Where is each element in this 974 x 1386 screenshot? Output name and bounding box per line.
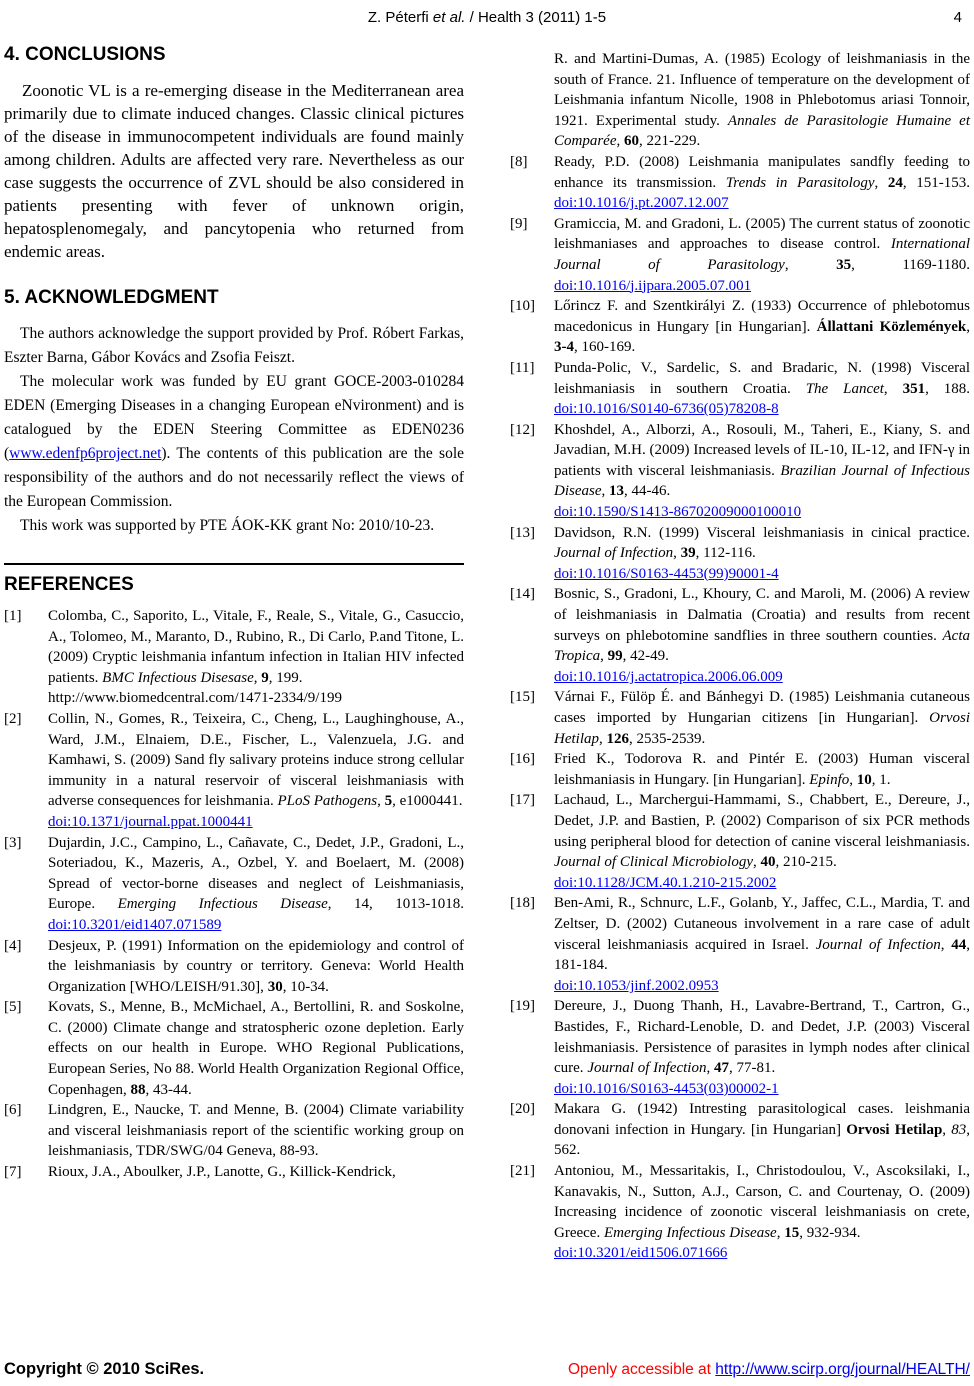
text-run: Epinfo (809, 771, 850, 788)
text-run: 9 (261, 669, 269, 686)
text-run: Emerging Infectious Disease (603, 1224, 777, 1241)
hyperlink[interactable]: doi:10.1371/journal.ppat.1000441 (48, 813, 253, 830)
reference-item (510, 1099, 970, 1161)
hyperlink[interactable]: doi:10.3201/eid1407.071589 (48, 916, 222, 933)
text-run: ). The contents of this publication are the sole responsibility of the authors and do not necessarily reflect the views of the European Commission. (4, 445, 464, 510)
text-run: , 932-934. (799, 1224, 861, 1241)
reference-number: [3] (4, 834, 22, 851)
reference-number: [16] (510, 751, 535, 768)
hyperlink[interactable]: doi:10.1016/j.actatropica.2006.06.009 (554, 668, 783, 685)
hyperlink[interactable]: doi:10.1016/S0163-4453(99)90001-4 (554, 565, 779, 582)
text-run: , (966, 318, 970, 335)
text-run: 3-4 (554, 339, 574, 356)
text-run: Dujardin, J.C., Campino, L., Cañavate, C., Dedet, J.P., Gradoni, L., Soteriadou, K., Mazeris, A., Ozbel, Y. and Boelaert, M. (2008) Spread of vector-borne diseases and neglect of Leishmaniasis, Europe. (48, 834, 464, 913)
reference-text (554, 296, 970, 358)
text-run: , 160-169. (574, 339, 636, 356)
copyright-notice: Copyright © 2010 SciRes. (4, 1360, 205, 1378)
text-run: , (599, 730, 607, 747)
reference-text (48, 1162, 464, 1183)
reference-number: [1] (4, 608, 22, 624)
reference-number: [4] (4, 937, 22, 954)
reference-item (510, 358, 970, 420)
text-run: International Journal of Parasitology (554, 236, 970, 273)
text-run: 13 (609, 483, 624, 500)
text-run: Annales de Parasitologie Humaine et Comparée (554, 112, 970, 150)
text-run: The authors acknowledge the support provided by Prof. Róbert Farkas, Eszter Barna, Gábor Kovács and Zsofia Feiszt. (4, 325, 464, 366)
running-title-journal: / Health 3 (2011) 1-5 (465, 9, 607, 26)
reference-number: [14] (510, 586, 535, 603)
text-run: , 181-184. (554, 936, 971, 974)
reference-item (510, 1161, 970, 1264)
text-run: 24 (887, 174, 903, 191)
text-run: Antoniou, M., Messaritakis, I., Christodoulou, V., Ascoksilaki, I., Kanavakis, N., Sutton, A.J., Carson, C. and Courtenay, O. (2009) Increasing incidence of zoonotic visceral leishmaniasis on crete, Greece. (554, 1163, 970, 1241)
text-run: Journal of Infection (554, 545, 674, 562)
references-list-right (510, 44, 970, 1264)
text-run: The Lancet (805, 380, 884, 397)
reference-number: [11] (510, 359, 535, 376)
text-run: This work was supported by PTE ÁOK-KK grant No: 2010/10-23. (20, 517, 435, 534)
reference-text (48, 997, 464, 1100)
reference-item (510, 687, 970, 749)
page-footer (4, 1360, 970, 1379)
reference-item (4, 936, 464, 998)
text-run: , 188. (925, 380, 971, 397)
text-run: 39 (680, 545, 696, 562)
hyperlink[interactable]: doi:10.1590/S1413-86702009000100010 (554, 504, 802, 521)
reference-text (48, 833, 464, 936)
text-run: , 1169-1180. (851, 256, 970, 273)
hyperlink[interactable]: doi:10.1016/j.ijpara.2005.07.001 (554, 277, 752, 294)
text-run: 60 (624, 133, 639, 150)
acknowledgment-paragraph (4, 514, 464, 538)
text-run: Kovats, S., Menne, B., McMichael, A., Bertollini, R. and Soskolne, C. (2000) Climate change and stratospheric ozone depletion. Early effects on our health in Europe. WHO Regional Publications, European Series, No 88. World Health Organization Regional Office, Copenhagen, (48, 999, 464, 1098)
text-run: Khoshdel, A., Alborzi, A., Rosouli, M., Taheri, E., Kiany, S. and Javadian, M.H. (2009) Increased levels of IL-10, IL-12, and IFN-γ in patients with visceral leishmaniasis. (554, 421, 970, 479)
text-run: , 112-116. (695, 545, 756, 562)
reference-text (48, 1100, 464, 1162)
reference-number: [13] (510, 524, 535, 541)
text-run: Gramiccia, M. and Gradoni, L. (2005) The current status of zoonotic leishmaniases and approaches to disease control. (554, 215, 970, 253)
running-title-etal: et al. (432, 9, 466, 26)
reference-number: [12] (510, 421, 535, 438)
reference-number: [7] (4, 1164, 22, 1181)
hyperlink[interactable]: www.edenfp6project.net (9, 445, 162, 462)
journal-url-link[interactable]: http://www.scirp.org/journal/HEALTH/ (715, 1361, 970, 1378)
running-title (368, 9, 606, 26)
text-run: , (942, 1121, 952, 1138)
text-run: 5 (384, 793, 393, 810)
reference-item (510, 790, 970, 893)
hyperlink[interactable]: doi:10.3201/eid1506.071666 (554, 1245, 728, 1262)
text-run: Davidson, R.N. (1999) Visceral leishmaniasis in cinical practice. (554, 524, 970, 541)
conclusions-heading: 4. CONCLUSIONS (4, 44, 166, 65)
hyperlink[interactable]: doi:10.1016/S0140-6736(05)78208-8 (554, 401, 779, 418)
reference-number: [19] (510, 998, 535, 1015)
text-run: , 77-81. (728, 1060, 776, 1077)
text-run: Ben-Ami, R., Schnurc, L.F., Golanb, Y., Jaffec, C.L., Mardia, T. and Zeltser, D. (2002) Cutaneous involvement in a rare case of adult visceral leishmaniasis acquired in Israel. (554, 895, 970, 953)
reference-item (4, 709, 464, 833)
text-run: , 42-49. (622, 648, 669, 665)
reference-text (554, 1161, 970, 1264)
text-run: Acta Tropica (554, 627, 970, 665)
reference-text (554, 523, 970, 585)
acknowledgment-heading: 5. ACKNOWLEDGMENT (4, 287, 219, 308)
reference-item (510, 523, 970, 585)
text-run: , 1. (871, 771, 891, 788)
text-run: The molecular work was funded by EU grant GOCE-2003-010284 EDEN (Emerging Diseases in a changing European eNvironment) and is catalogued by the EDEN Steering Committee as EDEN0236 ( (4, 373, 464, 462)
text-run: 10 (856, 771, 872, 788)
reference-text (554, 893, 970, 996)
running-title-authors: Z. Péterfi (367, 9, 433, 26)
text-run: , (706, 1060, 714, 1077)
text-run: , 10-34. (282, 978, 329, 995)
text-run: , (883, 380, 903, 397)
page-header (4, 9, 970, 29)
reference-text (48, 606, 464, 709)
reference-text (554, 996, 970, 1099)
reference-item (510, 584, 970, 687)
text-run: Dereure, J., Duong Thanh, H., Lavabre-Bertrand, T., Cartron, G., Bastides, F., Richard-Lenoble, D. and Dedet, J.P. (2003) Visceral leishmaniasis. Persistence of parasites in lymph nodes after clinical cure. (554, 998, 970, 1077)
text-run: BMC Infectious Disesase (102, 669, 254, 686)
open-access-note (568, 1361, 970, 1379)
reference-text (554, 584, 970, 687)
text-run: , e1000441. (392, 793, 463, 810)
text-run: Trends in Parasitology (725, 174, 875, 191)
reference-item (510, 49, 970, 152)
text-run: 99 (607, 648, 623, 665)
text-run: Állattani Közlemények (816, 318, 967, 335)
reference-item (510, 214, 970, 296)
text-run: http://www.biomedcentral.com/1471-2334/9/199 (48, 690, 342, 707)
reference-number: [2] (4, 710, 22, 727)
reference-text (554, 49, 970, 152)
right-column (510, 44, 970, 1264)
reference-text (48, 709, 464, 833)
text-run: , (776, 1224, 785, 1241)
text-run: Journal of Infection (815, 936, 941, 953)
reference-number: [18] (510, 895, 535, 912)
text-run: 47 (713, 1060, 729, 1077)
reference-item (510, 296, 970, 358)
text-run: , 43-44. (145, 1081, 192, 1098)
page-number: 4 (953, 9, 962, 26)
text-run: 83 (951, 1121, 967, 1138)
reference-item (510, 420, 970, 523)
reference-item (510, 893, 970, 996)
reference-item (510, 996, 970, 1099)
acknowledgment-paragraph (4, 322, 464, 370)
text-run: PLoS Pathogens (277, 793, 378, 810)
text-run: Collin, N., Gomes, R., Teixeira, C., Cheng, L., Laughinghouse, A., Ward, J.M., Elnaiem, D.E., Fischer, L., Valenzuela, J.G. and Kamhawi, S. (2009) Sand fly salivary proteins induce strong cellular immunity in a natural reservoir of visceral leishmaniasis with adverse consequences for leishmania. (48, 710, 464, 810)
open-access-text: Openly accessible at (567, 1361, 716, 1378)
reference-number: [21] (510, 1163, 535, 1180)
text-run: Orvosi Hetilap (554, 710, 970, 747)
text-run: , 221-229. (639, 133, 701, 150)
references-heading: REFERENCES (4, 574, 134, 595)
reference-number: [8] (510, 153, 528, 170)
text-run: , 210-215. (775, 854, 837, 871)
text-run: Journal of Infection (587, 1060, 707, 1077)
reference-text (554, 790, 970, 893)
reference-number (510, 49, 554, 152)
reference-item (4, 1100, 464, 1162)
text-run: Desjeux, P. (1991) Information on the epidemiology and control of the leishmaniasis by country or territory. Geneva: World Health Organization [WHO/LEISH/91.30], (48, 937, 464, 995)
conclusions-paragraph: Zoonotic VL is a re-emerging disease in the Mediterranean area primarily due to climate induced changes. Classic clinical pictures of the disease in immunocompetent individuals are found mainly among children. Adults are affected very rare. Nevertheless as our case suggests the occurrence of ZVL should be also considered in patients presenting with fever of unknown origin, hepatosplenomegaly, and pancytopenia who returned from endemic areas. (4, 81, 464, 261)
left-column (4, 44, 464, 1264)
text-run: , (849, 771, 857, 788)
text-run: Fried K., Todorova R. and Pintér E. (2003) Human visceral leishmaniasis in Hungary. [in Hungarian]. (554, 751, 970, 788)
reference-item (4, 1162, 464, 1183)
text-run: , 151-153. (902, 174, 971, 191)
reference-number: [5] (4, 999, 22, 1016)
text-run: Bosnic, S., Gradoni, L., Khoury, C. and Maroli, M. (2006) A review of leishmaniasis in Dalmatia (Croatia) and results from recent surveys on phlebotomine sandflies in three southern counties. (554, 586, 970, 644)
text-run: Ready, P.D. (2008) Leishmania manipulates sandfly feeding to enhance its transmission. (554, 153, 970, 191)
text-run: Makara G. (1942) Intresting parasitological cases. leishmania donovani infection in Hungary. [in Hungarian] (554, 1101, 970, 1138)
reference-text (554, 420, 970, 523)
hyperlink[interactable]: doi:10.1016/S0163-4453(03)00002-1 (554, 1080, 779, 1097)
acknowledgment-paragraph (4, 370, 464, 514)
text-run: 15 (784, 1224, 800, 1241)
text-run: 126 (606, 730, 629, 747)
reference-number: [15] (510, 689, 535, 706)
references-list-left (4, 606, 464, 1183)
text-run: Colomba, C., Saporito, L., Vitale, F., Reale, S., Vitale, G., Casuccio, A., Tolomeo, M., Maranto, D., Rubino, R., Di Carlo, P.and Titone, L. (2009) Cryptic leishmania infantum infection in Italian HIV infected patients. (48, 608, 464, 686)
text-run: Orvosi Hetilap (846, 1121, 943, 1138)
two-column-body (4, 44, 970, 1264)
text-run: Punda-Polic, V., Sardelic, S. and Bradaric, N. (1998) Visceral leishmaniasis in southern Croatia. (554, 359, 970, 397)
reference-item (4, 833, 464, 936)
text-run: , 14, 1013-1018. (327, 896, 464, 913)
reference-number: [10] (510, 298, 535, 315)
hyperlink[interactable]: doi:10.1053/jinf.2002.0953 (554, 977, 719, 994)
reference-text (48, 936, 464, 998)
reference-number: [6] (4, 1102, 22, 1119)
text-run: , (753, 854, 761, 871)
hyperlink[interactable]: doi:10.1128/JCM.40.1.210-215.2002 (554, 874, 777, 891)
text-run: , 562. (554, 1121, 970, 1159)
reference-item (4, 997, 464, 1100)
text-run: 30 (267, 978, 283, 995)
reference-text (554, 687, 970, 749)
text-run: Rioux, J.A., Aboulker, J.P., Lanotte, G., Killick-Kendrick, (48, 1164, 396, 1181)
text-run: Lachaud, L., Marchergui-Hammami, S., Chabbert, E., Dereure, J., Dedet, J.P. and Bastien, P. (2002) Comparison of six PCR methods using peripheral blood for detection of canine visceral leishmaniasis. (554, 792, 970, 850)
text-run: 44 (951, 936, 967, 953)
text-run: , (616, 133, 624, 150)
reference-text (554, 214, 970, 296)
reference-number: [9] (510, 215, 528, 232)
text-run: , (874, 174, 888, 191)
reference-item (510, 749, 970, 790)
text-run: Journal of Clinical Microbiology (554, 854, 754, 871)
reference-text (554, 749, 970, 790)
text-run: 88 (130, 1081, 146, 1098)
text-run: 351 (902, 380, 926, 397)
text-run: , (784, 256, 837, 273)
text-run: R. and Martini-Dumas, A. (1985) Ecology of leishmaniasis in the south of France. 21. Influence of temperature on the development of Leishmania infantum Nicolle, 1908 in Phlebotomus ariasi Tonnoir, 1921. Experimental study. (554, 51, 970, 129)
text-run: , (601, 483, 609, 500)
reference-number: [17] (510, 792, 535, 809)
text-run: , (673, 545, 681, 562)
text-run: 35 (836, 256, 852, 273)
hyperlink[interactable]: doi:10.1016/j.pt.2007.12.007 (554, 195, 729, 212)
reference-text (554, 1099, 970, 1161)
text-run: Lőrincz F. and Szentkirályi Z. (1933) Occurrence of phlebotomus macedonicus in Hungary [in Hungarian]. (554, 298, 970, 335)
reference-text (554, 358, 970, 420)
text-run: Brazilian Journal of Infectious Disease (554, 462, 970, 500)
text-run: Várnai F., Fülöp É. and Bánhegyi D. (1985) Leishmania cutaneous cases imported by Hungarian citizens [in Hungarian]. (554, 689, 970, 726)
text-run: , 44-46. (624, 483, 671, 500)
text-run: , (940, 936, 952, 953)
text-run: Lindgren, E., Naucke, T. and Menne, B. (2004) Climate variability and visceral leishmaniasis report of the scientific working group on leishmaniasis, TDR/SWG/04 Geneva, 88-93. (48, 1102, 464, 1160)
text-run: , 2535-2539. (629, 730, 706, 747)
section-divider (4, 563, 464, 565)
text-run: Emerging Infectious Disease (117, 896, 328, 913)
text-run: , 199. (268, 669, 303, 686)
reference-item (4, 606, 464, 709)
reference-text (554, 152, 970, 214)
text-run: , (600, 648, 608, 665)
reference-number: [20] (510, 1101, 535, 1118)
reference-item (510, 152, 970, 214)
text-run: , (377, 793, 385, 810)
text-run: , (253, 669, 262, 686)
text-run: 40 (760, 854, 776, 871)
